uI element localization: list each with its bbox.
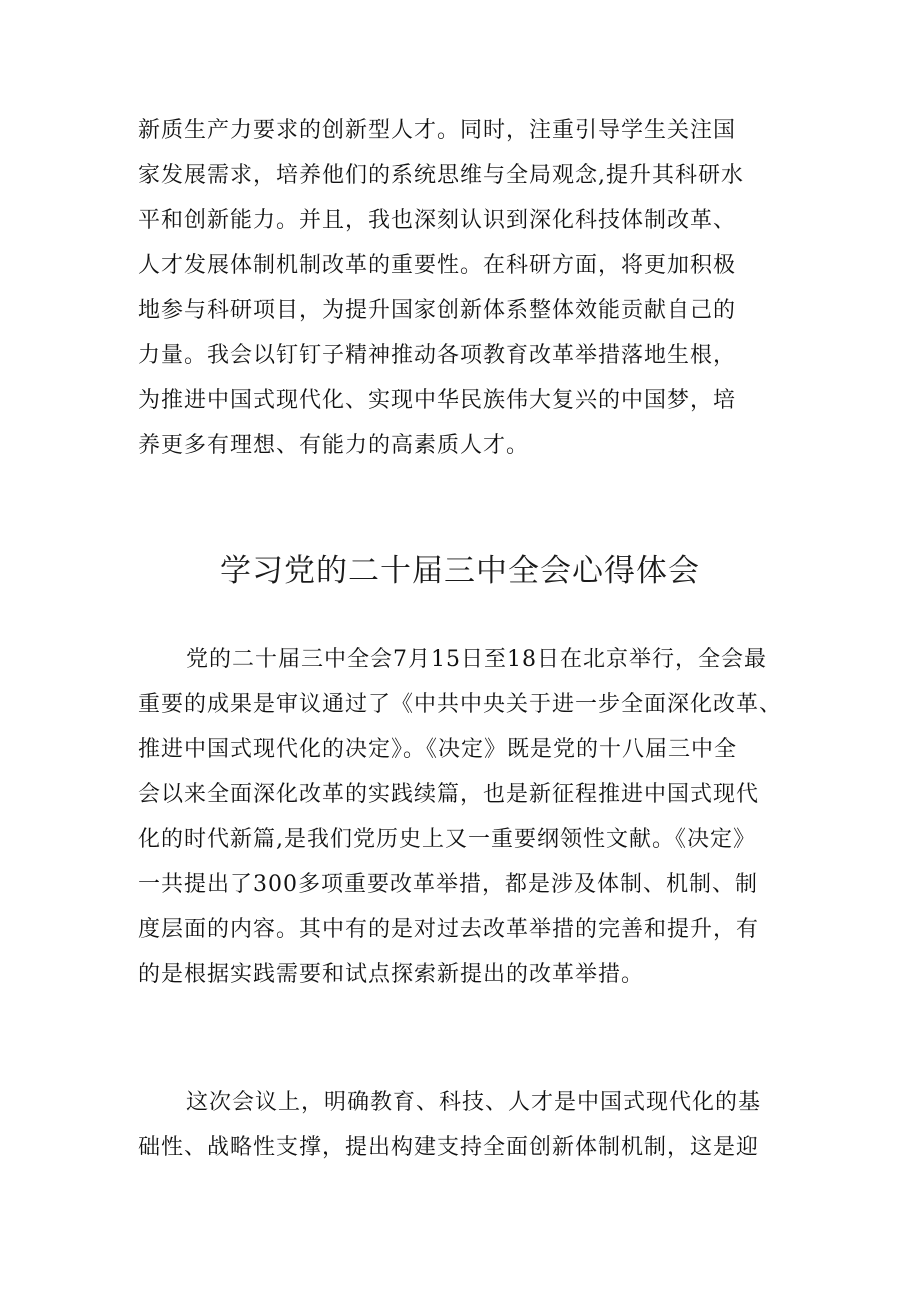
paragraph-line: 这次会议上，明确教育、科技、人才是中国式现代化的基 <box>186 1090 762 1115</box>
paragraph-line: 家发展需求，培养他们的系统思维与全局观念,提升其科研水 <box>138 163 744 188</box>
paragraph-line: 推进中国式现代化的决定》。《决定》既是党的十八届三中全 <box>138 737 738 762</box>
paragraph-line: 的是根据实践需要和试点探索新提出的改革举措。 <box>138 962 645 987</box>
paragraph-line: 人才发展体制机制改革的重要性。在科研方面，将更加积极 <box>138 253 737 278</box>
paragraph-line: 础性、战略性支撑，提出构建支持全面创新体制机制，这是迎 <box>138 1135 760 1160</box>
paragraph-line: 新质生产力要求的创新型人才。同时，注重引导学生关注国 <box>138 118 737 143</box>
paragraph-line: 力量。我会以钉钉子精神推动各项教育改革举措落地生根， <box>138 343 737 368</box>
paragraph-line: 平和创新能力。并且，我也深刻认识到深化科技体制改革、 <box>138 208 737 233</box>
paragraph-line: 度层面的内容。其中有的是对过去改革举措的完善和提升，有 <box>138 917 760 942</box>
paragraph-line: 党的二十届三中全会7月15日至18日在北京举行，全会最 <box>186 647 767 672</box>
paragraph-line: 为推进中国式现代化、实现中华民族伟大复兴的中国梦，培 <box>138 388 737 413</box>
paragraph-line: 地参与科研项目，为提升国家创新体系整体效能贡献自己的 <box>138 298 737 323</box>
paragraph-line: 会以来全面深化改革的实践续篇，也是新征程推进中国式现代 <box>138 782 760 807</box>
paragraph-line: 养更多有理想、有能力的高素质人才。 <box>138 433 530 458</box>
paragraph-line: 一共提出了300多项重要改革举措，都是涉及体制、机制、制 <box>138 872 758 897</box>
paragraph-line: 重要的成果是审议通过了《中共中央关于进一步全面深化改革、 <box>138 692 783 717</box>
section-title: 学习党的二十届三中全会心得体会 <box>220 553 700 589</box>
paragraph-line: 化的时代新篇,是我们党历史上又一重要纲领性文献。《决定》 <box>138 827 756 852</box>
